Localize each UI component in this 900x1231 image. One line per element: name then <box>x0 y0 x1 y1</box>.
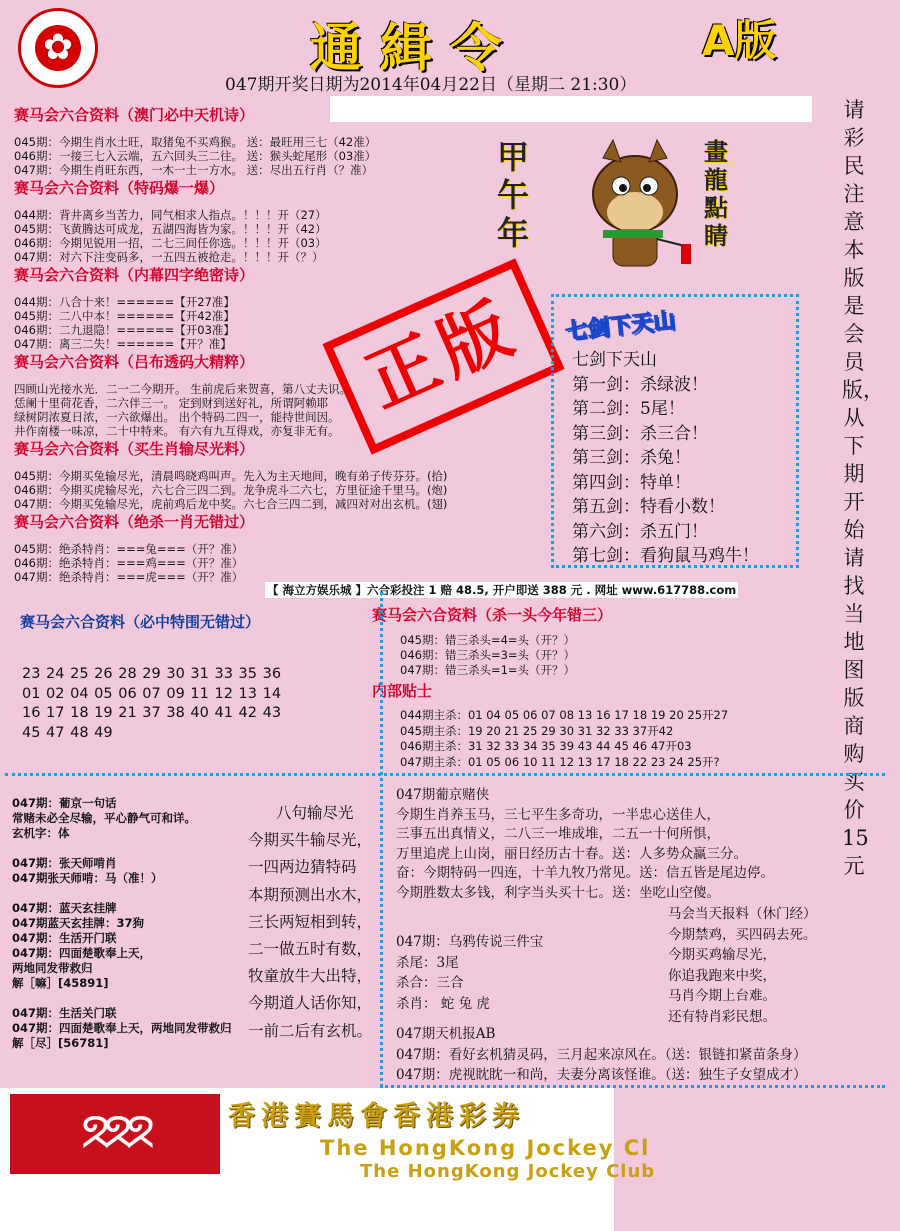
seven-swords-list <box>572 348 759 569</box>
section-title: 赛马会六合资料（内幕四字绝密诗） <box>14 266 255 284</box>
poem-title: 八句输尽光 <box>276 804 354 822</box>
section-title: 赛马会六合资料（特码爆一爆） <box>14 179 225 197</box>
seven-swords-title: 七剑下天山 <box>564 307 677 345</box>
draw-date: 047期开奖日期为2014年04月22日（星期二 21:30） <box>225 75 637 95</box>
list-item: 第四剑：特单！ <box>572 472 691 493</box>
number-row: 01 02 04 05 06 07 09 11 12 13 14 <box>22 685 282 702</box>
list-item: 045期：绝杀特肖：===兔===（开？准） <box>14 542 244 556</box>
inside-tip-list <box>400 708 728 770</box>
list-item: 两地同发带救归 <box>12 961 93 975</box>
inside-tip-title: 内部贴士 <box>372 682 433 700</box>
section-title: 赛马会六合资料（澳门必中天机诗） <box>14 106 255 124</box>
poem-line: 今期道人话你知， <box>248 994 373 1013</box>
list-item: 045期：今期买兔输尽光，清晨鸣晓鸡叫声。先入为主天地间，晚有弟子传芬芬。(拾) <box>14 469 448 483</box>
list-item: 045期：飞黄腾达可成龙，五湖四海皆为家。！！！开（42） <box>14 222 327 236</box>
list-item: 常赌未必全尽输，平心静气可和详。 <box>12 811 196 825</box>
list-item: 047期天机报AB <box>396 1026 496 1042</box>
list-item: 047期：对六下注变码多，一五四五被抢走。！！！开（？） <box>14 250 324 264</box>
list-item: 045期：二八中本！======【开42准】 <box>14 309 235 323</box>
divider <box>380 592 383 1087</box>
list-item: 047期：乌鸦传说三件宝 <box>396 934 544 950</box>
number-row: 16 17 18 19 21 37 38 40 41 42 43 <box>22 705 282 721</box>
horse-report-block <box>668 904 817 1027</box>
footer-cn-text: 香港賽馬會香港彩券 <box>228 1101 525 1132</box>
kill-head-title: 赛马会六合资料（杀一头今年错三） <box>372 606 613 624</box>
footer-en-text: The HongKong Jockey Cl <box>320 1136 651 1160</box>
list-item: 047期：错三杀头=1=头（开？） <box>400 663 576 677</box>
list-item: 奋：今期特码一四连，十羊九牧乃常见。送：信五皆是尾边停。 <box>396 865 774 881</box>
section-title: 赛马会六合资料（买生肖输尽光料） <box>14 440 255 458</box>
list-item: 046期：今期见锐用一招，二七三间任你选。！！！开（03） <box>14 236 327 250</box>
kill-head-list <box>400 633 575 678</box>
list-item: 047期：看好玄机猜灵码，三月起来凉风在。（送：银链扣紧苗条身） <box>396 1046 807 1063</box>
list-item: 047期主杀：01 05 06 10 11 12 13 17 18 22 23 24 25开? <box>400 754 720 769</box>
list-item: 第三剑：杀三合！ <box>572 423 708 444</box>
bauhinia-emblem <box>18 8 98 88</box>
list-item: 047期：张天师啃肖 <box>12 856 117 870</box>
section-title: 赛马会六合资料（吕布透码大精粹） <box>14 353 255 371</box>
poem-line: 三长两短相到转， <box>248 912 373 931</box>
list-item: 玄机字：体 <box>12 826 70 840</box>
poem-line: 牧童放牛大出特， <box>248 967 373 986</box>
list-item: 第七剑：看狗鼠马鸡牛！ <box>572 546 759 566</box>
list-item: 045期：今期生肖水土旺，取猪兔不买鸡猴。 送：最旺用三七（42准） <box>14 135 377 149</box>
list-item: 三事五出真情义，二八三一堆成堆，二五一十何所惧， <box>396 826 720 842</box>
list-item: 045期主杀：19 20 21 25 29 30 31 32 33 37开42 <box>400 723 674 738</box>
list-item: 044期：背井离乡当苦力，同气相求人指点。！！！开（27） <box>14 208 327 222</box>
page-title: 通緝令 <box>310 19 521 79</box>
list-item: 解［嘛］[45891] <box>12 976 109 990</box>
divider <box>5 773 885 776</box>
list-item: 解［尽］[56781] <box>12 1036 109 1050</box>
number-row: 23 24 25 26 28 29 30 31 33 35 36 <box>22 666 282 682</box>
list-item: 今期胜数太多钱，利字当头买十七。送：坐吃山空傻。 <box>396 884 720 901</box>
list-item: 046期：错三杀头=3=头（开？） <box>400 648 576 662</box>
list-item: 047期：今期买兔输尽光，虎前鸡后龙中奖。六七合三四二到，减四对对出玄机。(翅) <box>14 497 448 511</box>
list-item: 还有特肖彩民想。 <box>668 1008 776 1025</box>
list-item: 047期：绝杀特肖：===虎===（开？准） <box>14 570 244 584</box>
list-item: 047期蓝天玄挂牌：37狗 <box>12 916 145 930</box>
list-item: 047期葡京赌侠 <box>396 787 490 803</box>
list-item: 046期：二九退隐！======【开03准】 <box>14 323 235 337</box>
list-item: 046期：今期买虎输尽光，六七合三四二到。龙争虎斗二六七，方里征途千里马。(炮) <box>14 483 448 497</box>
list-item: 今期禁鸡，买四码去死。 <box>668 926 817 943</box>
list-item: 046期主杀：31 32 33 34 35 39 43 44 45 46 47开03 <box>400 739 692 753</box>
list-item: 047期：今期生肖旺东西，一木一土一方水。 送：尽出五行肖（？准） <box>14 163 374 177</box>
list-item: 第三剑：杀兔！ <box>572 448 691 468</box>
bauhinia-icon: ✿ <box>42 27 74 68</box>
list-item: 杀合：三合 <box>396 975 464 991</box>
list-item: 044期主杀：01 04 05 06 07 08 13 16 17 18 19 20 25开27 <box>400 708 729 722</box>
number-row: 45 47 48 49 <box>22 724 113 741</box>
list-item: 047期：生活关门联 <box>12 1006 117 1020</box>
list-item: 四顾山光接水光．二一二今期开。 生前虎后来贺喜，第八丈夫识。 <box>14 382 352 396</box>
crow-block <box>396 932 543 1014</box>
left-bottom-block <box>12 796 282 1051</box>
poem-line: 一前二后有玄机。 <box>248 1021 373 1040</box>
list-item: 047期：四面楚歌奉上天，两地同发带救归 <box>12 1021 232 1035</box>
eight-line-poem <box>248 800 372 1045</box>
hkjc-logo-icon: ᘝᘝᘝ <box>10 1094 220 1174</box>
list-item: 杀肖： 蛇 兔 虎 <box>396 995 490 1012</box>
section-title: 赛马会六合资料（绝杀一肖无错过） <box>14 513 255 531</box>
list-item: 绿树阴浓夏日浓，一六欲爆出。 出个特码二四一，能持世间因。 <box>14 410 340 424</box>
list-item: 047期：蓝天玄挂牌 <box>12 901 117 915</box>
sure-numbers <box>22 665 281 743</box>
vertical-notice: 请彩民注意本版是会员版，从下期开始请找当地图版商购买价15元 <box>842 98 884 878</box>
cartoon-horse-icon <box>573 134 703 288</box>
tianji-block <box>396 1024 807 1086</box>
spacer <box>12 991 282 1006</box>
list-item: 047期：葡京一句话 <box>12 796 117 810</box>
edition-badge: A版 <box>702 16 777 65</box>
list-item: 047期：虎视眈眈一和尚，夫妻分离该怪谁。（送：独生子女望成才） <box>396 1067 807 1083</box>
horse-motto-text: 畫 龍 點 睛 <box>704 137 728 250</box>
spacer <box>12 841 282 856</box>
poem-line: 今期买牛输尽光， <box>248 831 373 850</box>
list-item: 今期生肖养玉马，三七平生多奇功，一半忠心送佳人， <box>396 806 720 823</box>
list-item: 杀尾：3尾 <box>396 954 459 971</box>
list-item: 第二剑：5尾！ <box>572 399 685 419</box>
spacer <box>12 886 282 901</box>
poem-line: 二一做五时有数， <box>248 940 373 959</box>
list-item: 今期买鸡输尽光， <box>668 947 776 963</box>
poem-line: 一四两边猜特码 <box>248 858 357 877</box>
poem-line: 本期预测出水木， <box>248 885 373 904</box>
list-item: 马会当天报料（休门经） <box>668 906 817 922</box>
ad-banner: 【 海立方娱乐城 】六合彩投注 1 赔 48.5, 开户即送 388 元 . 网址 www.617788.com <box>267 583 737 597</box>
list-item: 万里追虎上山岗，丽日经历古十春。送：人多势众赢三分。 <box>396 845 747 862</box>
list-item: 045期：错三杀头=4=头（开？） <box>400 633 576 647</box>
list-item: 044期：八合十来！======【开27准】 <box>14 295 235 309</box>
list-item: 046期：一接三七入云端，五六回头三二往。 送：猴头蛇尾形（03准） <box>14 149 377 163</box>
list-item: 第一剑：杀绿波！ <box>572 374 708 395</box>
list-item: 你追我跑来中奖， <box>668 967 776 984</box>
list-item: 井作南楼一味凉，二十中特来。 有六有九互得戏，亦复非无有。 <box>14 424 340 438</box>
list-item: 第六剑：杀五门！ <box>572 521 708 542</box>
macau-gamble-block <box>396 786 774 903</box>
list-item: 恁阑十里荷花香，二六伴三一。 定到财到送好礼，所谓阿赖耶 <box>14 396 329 410</box>
list-item: 七剑下天山 <box>572 350 657 370</box>
sure-numbers-title: 赛马会六合资料（必中特围无错过） <box>20 613 261 631</box>
list-item: 047期张天师啃：马（准！） <box>12 871 163 885</box>
list-item: 047期：离三二失！======【开？准】 <box>14 337 232 351</box>
list-item: 047期：生活开门联 <box>12 931 117 945</box>
list-item: 046期：绝杀特肖：===鸡===（开？准） <box>14 556 244 570</box>
list-item: 第五剑：特看小数！ <box>572 497 725 517</box>
authentic-stamp: 正版 <box>323 258 565 454</box>
footer-en-text-2: The HongKong Jockey Club <box>360 1161 656 1182</box>
list-item: 马肖今期上台难。 <box>668 988 776 1004</box>
list-item: 047期：四面楚歌奉上天， <box>12 946 152 960</box>
horse-year-text: 甲 午 年 <box>497 138 530 252</box>
